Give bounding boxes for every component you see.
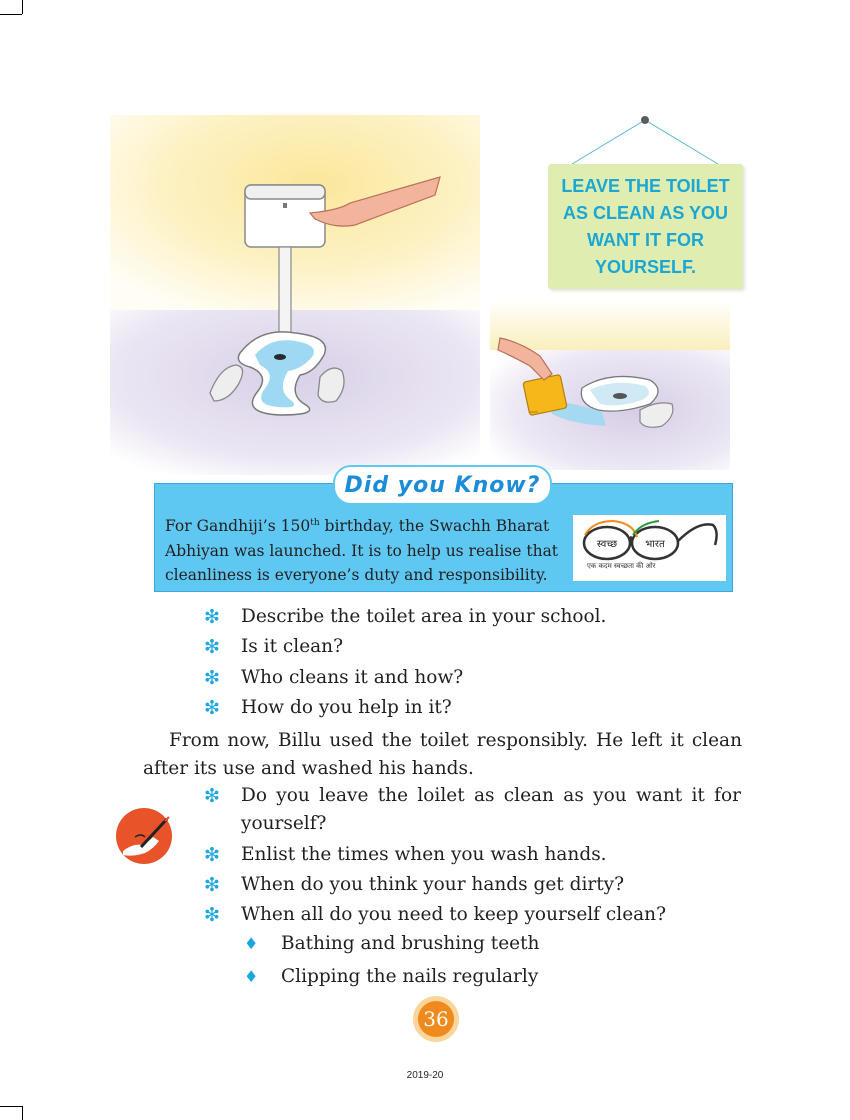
hanging-sign — [540, 112, 750, 297]
flower-bullet-icon: ❇ — [204, 606, 220, 628]
dyk-superscript: th — [310, 518, 320, 528]
diamond-bullet-icon: ♦ — [244, 967, 259, 986]
question-text: Who cleans it and how? — [241, 667, 464, 688]
edition-year: 2019-20 — [406, 1070, 444, 1081]
crop-mark-bottom-left-v — [22, 1106, 23, 1120]
dyk-text-part-1: For Gandhiji’s 150 — [165, 517, 311, 536]
dyk-text-part-2: birthday, the Swachh Bharat Abhiyan was launched. It is to help us realise that cleanliness is everyone’s duty and responsibility. — [165, 517, 559, 585]
question-text: How do you help in it? — [241, 697, 452, 718]
did-you-know-title-text: Did you Know? — [344, 472, 541, 498]
swachh-bharat-logo — [573, 515, 726, 581]
page-number — [412, 995, 460, 1043]
flower-bullet-icon: ❇ — [204, 667, 220, 689]
spectacles-icon — [573, 515, 726, 565]
crop-mark-bottom-left-h — [0, 1106, 22, 1107]
story-paragraph: From now, Billu used the toilet responsibly. He left it clean after its use and washed his hands. — [143, 730, 742, 779]
sub-item-text: Clipping the nails regularly — [281, 966, 539, 987]
mug-pour-illustration — [490, 300, 730, 470]
question-text: Describe the toilet area in your school. — [241, 606, 607, 627]
sign-text: LEAVE THE TOILET AS CLEAN AS YOU WANT IT FOR YOURSELF. — [561, 175, 730, 277]
question-text: Is it clean? — [241, 636, 344, 657]
sign-board — [548, 164, 743, 289]
question-text: When do you think your hands get dirty? — [241, 874, 625, 895]
did-you-know-title — [333, 465, 552, 505]
sign-string — [540, 112, 750, 172]
question-text: Do you leave the loilet as clean as you want it for yourself? — [241, 785, 741, 834]
flower-bullet-icon: ❇ — [204, 844, 220, 866]
crop-mark-top-left-v — [22, 0, 23, 14]
question-text: When all do you need to keep yourself clean? — [241, 904, 667, 925]
toilet-flush-illustration — [110, 115, 480, 475]
logo-caption: एक कदम स्वच्छता की ओर — [587, 562, 656, 570]
writing-hand-icon — [115, 807, 173, 865]
diamond-bullet-icon: ♦ — [244, 934, 259, 953]
flower-bullet-icon: ❇ — [204, 904, 220, 926]
flower-bullet-icon: ❇ — [204, 785, 220, 807]
sub-item-text: Bathing and brushing teeth — [281, 933, 540, 954]
flower-bullet-icon: ❇ — [204, 697, 220, 719]
crop-mark-top-left-h — [0, 14, 22, 15]
logo-left-label: स्वच्छ — [596, 539, 618, 550]
page-number-text: 36 — [423, 1007, 449, 1031]
logo-right-label: भारत — [645, 539, 665, 550]
question-text: Enlist the times when you wash hands. — [241, 844, 607, 865]
flower-bullet-icon: ❇ — [204, 636, 220, 658]
did-you-know-text — [165, 511, 570, 588]
flower-bullet-icon: ❇ — [204, 874, 220, 896]
